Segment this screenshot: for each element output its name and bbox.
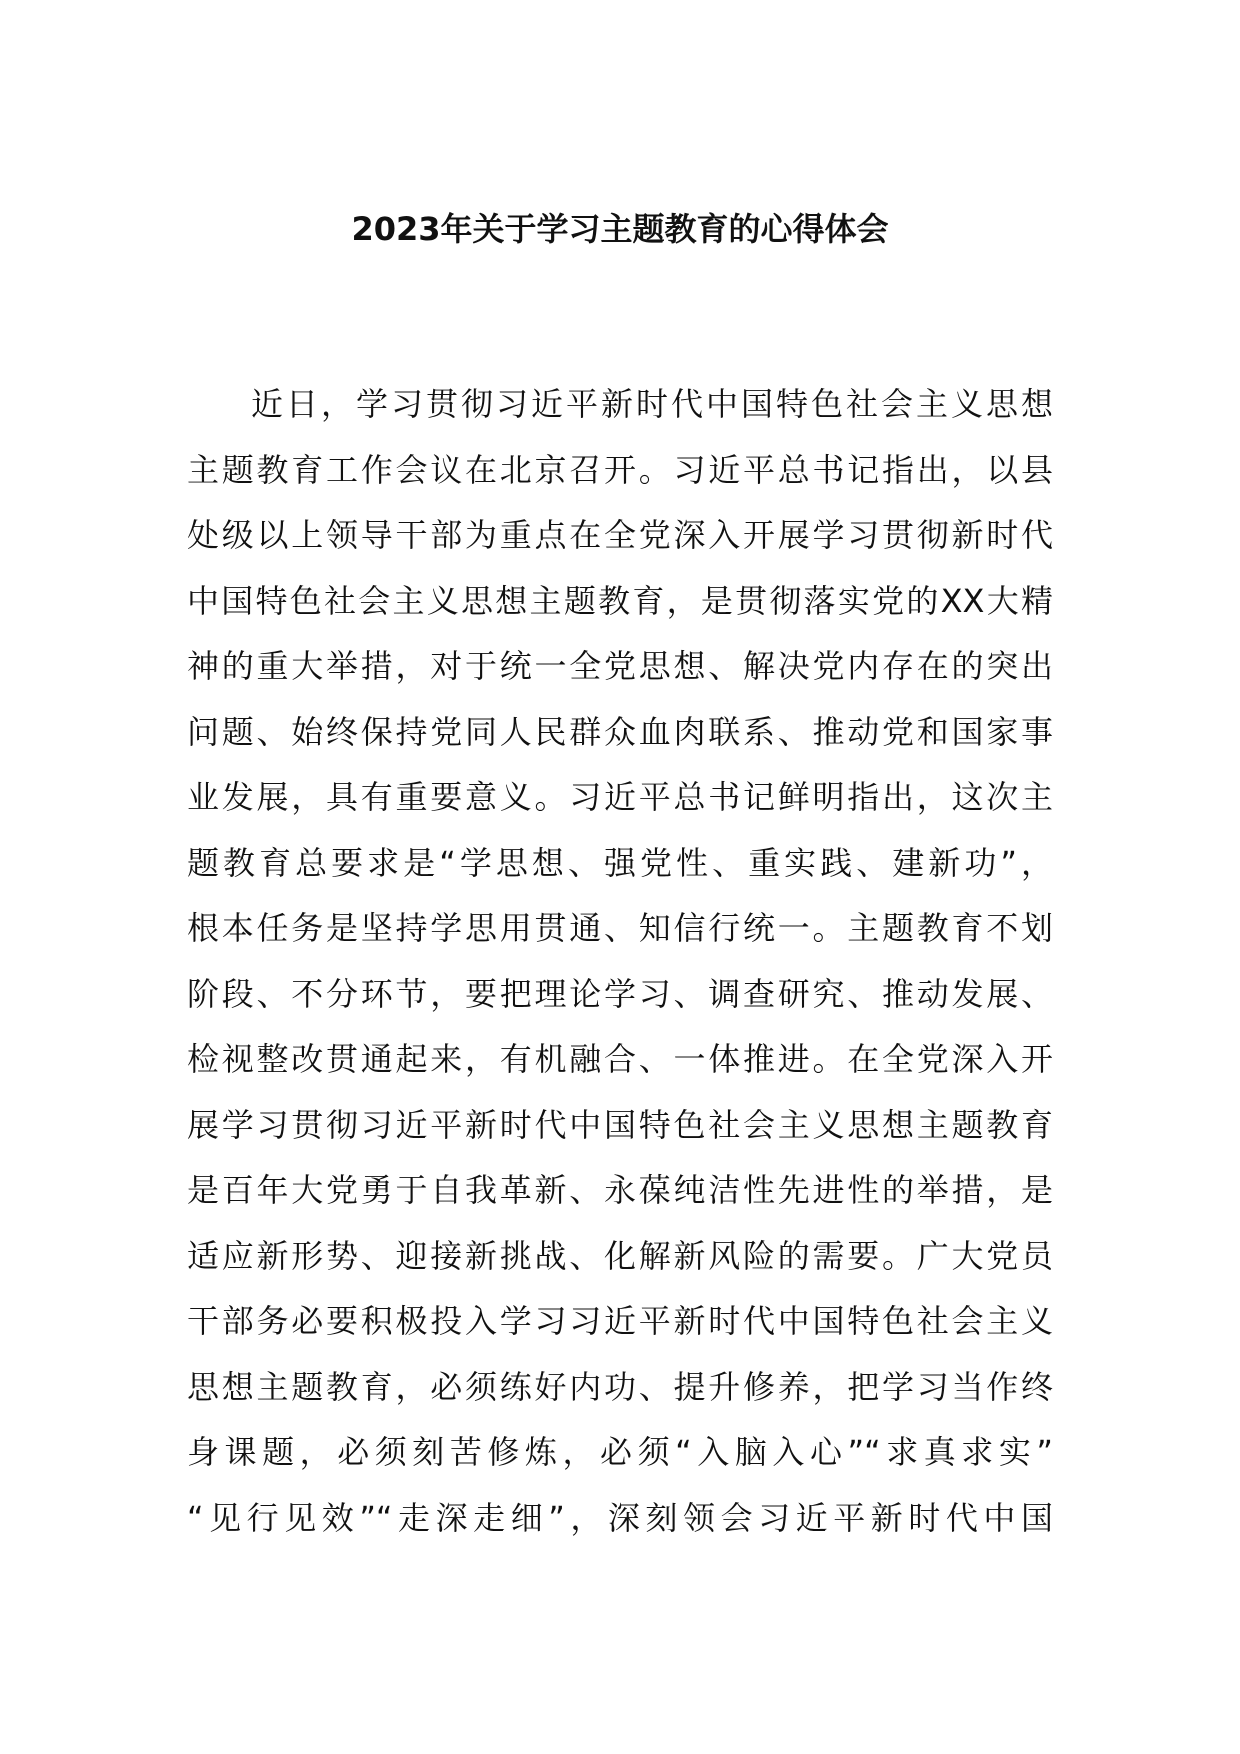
body-line-18: “见行见效”“走深走细”，深刻领会习近平新时代中国 xyxy=(187,1498,1053,1537)
body-line-10: 阶段、不分环节，要把理论学习、调查研究、推动发展、 xyxy=(187,974,1053,1013)
body-line-6: 问题、始终保持党同人民群众血肉联系、推动党和国家事 xyxy=(187,712,1053,751)
body-line-3: 处级以上领导干部为重点在全党深入开展学习贯彻新时代 xyxy=(187,516,1053,554)
body-line-7: 业发展，具有重要意义。习近平总书记鲜明指出，这次主 xyxy=(187,778,1053,816)
body-line-4: 中国特色社会主义思想主题教育，是贯彻落实党的XX大精 xyxy=(187,581,1053,620)
body-line-1: 近日，学习贯彻习近平新时代中国特色社会主义思想 xyxy=(251,385,1053,423)
body-line-9: 根本任务是坚持学思用贯通、知信行统一。主题教育不划 xyxy=(187,909,1053,947)
body-line-14: 适应新形势、迎接新挑战、化解新风险的需要。广大党员 xyxy=(187,1236,1053,1275)
body-line-13: 是百年大党勇于自我革新、永葆纯洁性先进性的举措，是 xyxy=(187,1171,1053,1209)
document-title: 2023年关于学习主题教育的心得体会 xyxy=(351,210,889,248)
document-body xyxy=(187,372,1053,1551)
body-line-15: 干部务必要积极投入学习习近平新时代中国特色社会主义 xyxy=(187,1302,1053,1340)
body-line-11: 检视整改贯通起来，有机融合、一体推进。在全党深入开 xyxy=(187,1040,1053,1078)
body-line-5: 神的重大举措，对于统一全党思想、解决党内存在的突出 xyxy=(187,647,1053,685)
body-line-2: 主题教育工作会议在北京召开。习近平总书记指出，以县 xyxy=(187,450,1053,489)
body-line-12: 展学习贯彻习近平新时代中国特色社会主义思想主题教育 xyxy=(187,1105,1053,1144)
body-line-8: 题教育总要求是“学思想、强党性、重实践、建新功”， xyxy=(187,843,1053,882)
body-line-16: 思想主题教育，必须练好内功、提升修养，把学习当作终 xyxy=(187,1367,1053,1406)
body-line-17: 身课题，必须刻苦修炼，必须“入脑入心”“求真求实” xyxy=(187,1433,1053,1471)
